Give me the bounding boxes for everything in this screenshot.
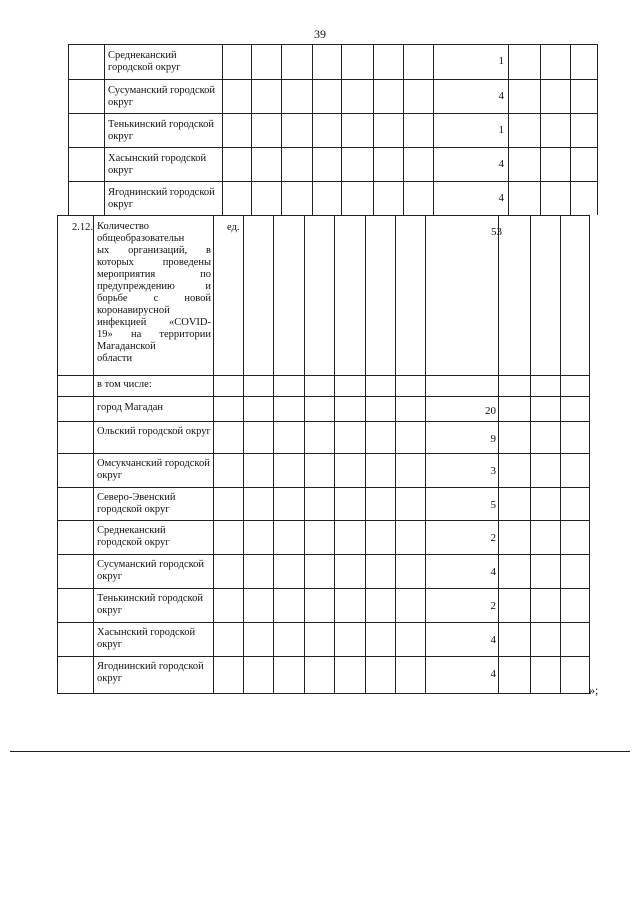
- table-cell: [251, 181, 281, 215]
- table-cell: [498, 375, 530, 396]
- table-cell: [540, 181, 570, 215]
- region-name: Северо-Эвенский городской округ: [97, 492, 176, 515]
- table-cell: [57, 588, 93, 622]
- table-cell: [304, 622, 334, 656]
- table-row: [0, 375, 640, 396]
- table-cell: [312, 79, 341, 113]
- table-cell: [273, 622, 304, 656]
- table-cell: [281, 113, 312, 147]
- table-cell: [57, 375, 93, 396]
- table-cell: [304, 375, 334, 396]
- table-cell: [498, 656, 530, 693]
- table-cell: [365, 554, 395, 588]
- table-cell: [498, 421, 530, 453]
- table-cell: [560, 520, 590, 554]
- table-cell: [395, 453, 425, 487]
- table-cell: [530, 215, 560, 375]
- table-cell: [334, 487, 365, 520]
- table-cell: [508, 44, 540, 79]
- table-cell: [498, 396, 530, 421]
- table-cell: [540, 113, 570, 147]
- table-cell: [57, 215, 93, 375]
- region-name: Тенькинский городской округ: [108, 119, 214, 142]
- table-cell: [213, 554, 243, 588]
- row-value: 4: [498, 192, 504, 204]
- row-value: 9: [490, 433, 496, 445]
- table-cell: [213, 453, 243, 487]
- table-cell: [57, 396, 93, 421]
- table-cell: [213, 396, 243, 421]
- table-cell: [334, 520, 365, 554]
- table-cell: [304, 554, 334, 588]
- description-line: коронавирусной: [97, 305, 170, 316]
- region-name: Хасынский городской округ: [108, 153, 207, 176]
- table-cell: [243, 487, 273, 520]
- table-cell: [341, 44, 373, 79]
- table-cell: [373, 147, 403, 181]
- table-cell: [530, 375, 560, 396]
- table-cell: [334, 421, 365, 453]
- table-cell: [334, 453, 365, 487]
- table-cell: [540, 79, 570, 113]
- table-cell: [273, 453, 304, 487]
- table-cell: [530, 656, 560, 693]
- region-name: Ольский городской округ: [97, 426, 211, 437]
- including-label: в том числе:: [97, 379, 152, 390]
- row-value: 4: [498, 90, 504, 102]
- table-cell: [365, 375, 395, 396]
- table-cell: [508, 181, 540, 215]
- table-cell: [341, 181, 373, 215]
- table-cell: [530, 554, 560, 588]
- table-cell: [304, 588, 334, 622]
- description-line: которых проведены: [97, 257, 211, 268]
- table-cell: [213, 656, 243, 693]
- table-cell: [498, 520, 530, 554]
- table-cell: [273, 554, 304, 588]
- description-line: Магаданской: [97, 341, 156, 352]
- table-cell: [222, 147, 251, 181]
- description-line: области: [97, 353, 133, 364]
- table-cell: [365, 215, 395, 375]
- table-cell: [281, 79, 312, 113]
- table-cell: [365, 520, 395, 554]
- table-cell: [243, 215, 273, 375]
- row-value: 4: [490, 634, 496, 646]
- table-cell: [243, 622, 273, 656]
- table-cell: [425, 215, 498, 375]
- row-value: 1: [498, 55, 504, 67]
- region-name: Ягоднинский городской округ: [97, 661, 204, 684]
- table-cell: [395, 487, 425, 520]
- region-name: Сусуманский городской округ: [97, 559, 205, 582]
- item-number: 2.12.: [72, 222, 93, 233]
- description-line: предупреждению и: [97, 281, 211, 292]
- table-cell: [213, 520, 243, 554]
- table-cell: [222, 181, 251, 215]
- table-cell: [508, 147, 540, 181]
- table-cell: [273, 396, 304, 421]
- table-cell: [403, 79, 433, 113]
- table-cell: [403, 147, 433, 181]
- table-row: [0, 215, 640, 375]
- table-row: [0, 396, 640, 421]
- region-name: Среднеканский городской округ: [108, 50, 181, 73]
- table-cell: [213, 375, 243, 396]
- table-cell: [273, 588, 304, 622]
- table-cell: [560, 215, 590, 375]
- table-cell: [560, 656, 590, 693]
- table-cell: [273, 487, 304, 520]
- table-cell: [365, 421, 395, 453]
- table-cell: [243, 656, 273, 693]
- table-row: [0, 520, 640, 554]
- table-cell: [395, 215, 425, 375]
- table-cell: [560, 622, 590, 656]
- table-cell: [273, 421, 304, 453]
- region-name: город Магадан: [97, 402, 164, 413]
- table-cell: [395, 520, 425, 554]
- table-cell: [273, 375, 304, 396]
- table-cell: [365, 396, 395, 421]
- table-cell: [304, 656, 334, 693]
- region-name: Среднеканский городской округ: [97, 525, 170, 548]
- table-cell: [312, 44, 341, 79]
- region-name: Ягоднинский городской округ: [108, 187, 215, 210]
- table-cell: [57, 622, 93, 656]
- table-row: [0, 487, 640, 520]
- table-cell: [498, 487, 530, 520]
- table-cell: [273, 656, 304, 693]
- row-value: 2: [490, 532, 496, 544]
- table-cell: [498, 554, 530, 588]
- table-cell: [560, 375, 590, 396]
- table-cell: [560, 554, 590, 588]
- table-cell: [334, 656, 365, 693]
- region-name: Омсукчанский городской округ: [97, 458, 210, 481]
- table-cell: [498, 453, 530, 487]
- table-cell: [530, 487, 560, 520]
- table-cell: [365, 588, 395, 622]
- table-cell: [251, 79, 281, 113]
- table-cell: [334, 622, 365, 656]
- table-cell: [365, 487, 395, 520]
- table-row: [0, 554, 640, 588]
- table-cell: [570, 147, 598, 181]
- table-cell: [213, 421, 243, 453]
- table-cell: [373, 79, 403, 113]
- table-cell: [304, 215, 334, 375]
- table-cell: [222, 44, 251, 79]
- description-line: ых организаций, в: [97, 245, 211, 256]
- table-cell: [243, 588, 273, 622]
- table-cell: [243, 554, 273, 588]
- table-cell: [530, 396, 560, 421]
- table-cell: [425, 375, 498, 396]
- table-cell: [57, 453, 93, 487]
- table-cell: [57, 487, 93, 520]
- row-value: 4: [498, 158, 504, 170]
- table-cell: [373, 44, 403, 79]
- description-line: борьбе с новой: [97, 293, 211, 304]
- table-cell: [334, 396, 365, 421]
- region-name: Тенькинский городской округ: [97, 593, 203, 616]
- table-cell: [57, 554, 93, 588]
- table-cell: [540, 147, 570, 181]
- table-cell: [304, 396, 334, 421]
- table-row: [0, 656, 640, 693]
- table-cell: [251, 44, 281, 79]
- table-row: [0, 421, 640, 453]
- table-row: [0, 147, 640, 181]
- table-cell: [570, 79, 598, 113]
- table-cell: [365, 622, 395, 656]
- table-cell: [530, 453, 560, 487]
- table-cell: [373, 181, 403, 215]
- table-cell: [530, 421, 560, 453]
- table-cell: [304, 520, 334, 554]
- table-cell: [395, 588, 425, 622]
- table-cell: [395, 656, 425, 693]
- table-cell: [395, 375, 425, 396]
- row-value: 20: [485, 405, 496, 417]
- table-row: [0, 79, 640, 113]
- table-cell: [540, 44, 570, 79]
- table-cell: [498, 588, 530, 622]
- table-cell: [304, 487, 334, 520]
- description-line: общеобразовательн: [97, 233, 185, 244]
- table-cell: [243, 421, 273, 453]
- table-row: [0, 181, 640, 215]
- table-cell: [570, 113, 598, 147]
- table-row: [0, 588, 640, 622]
- table-cell: [508, 113, 540, 147]
- table-cell: [281, 44, 312, 79]
- closing-quote: »;: [589, 683, 599, 697]
- table-cell: [68, 44, 104, 79]
- table-cell: [508, 79, 540, 113]
- table-cell: [403, 181, 433, 215]
- description-line: инфекцией «COVID-: [97, 317, 211, 328]
- row-value: 5: [490, 499, 496, 511]
- table-cell: [373, 113, 403, 147]
- table-cell: [213, 622, 243, 656]
- table-cell: [365, 453, 395, 487]
- table-cell: [243, 520, 273, 554]
- region-name: Хасынский городской округ: [97, 627, 196, 650]
- region-name: Сусуманский городской округ: [108, 85, 216, 108]
- description-line: Количество: [97, 221, 150, 232]
- table-cell: [341, 79, 373, 113]
- table-cell: [403, 44, 433, 79]
- table-cell: [560, 421, 590, 453]
- row-value: 1: [498, 124, 504, 136]
- table-cell: [281, 147, 312, 181]
- table-cell: [68, 181, 104, 215]
- table-cell: [560, 396, 590, 421]
- table-cell: [334, 588, 365, 622]
- table-cell: [57, 421, 93, 453]
- table-cell: [243, 396, 273, 421]
- table-cell: [312, 113, 341, 147]
- table-cell: [530, 588, 560, 622]
- table-cell: [251, 147, 281, 181]
- table-bottom-border: [57, 693, 591, 694]
- table-cell: [312, 181, 341, 215]
- row-value: 3: [490, 465, 496, 477]
- table-cell: [395, 421, 425, 453]
- table-cell: [365, 656, 395, 693]
- table-cell: [251, 113, 281, 147]
- table-cell: [498, 622, 530, 656]
- table-cell: [222, 113, 251, 147]
- table-cell: [304, 453, 334, 487]
- table-cell: [570, 181, 598, 215]
- table-cell: [68, 79, 104, 113]
- row-value: 2: [490, 600, 496, 612]
- table-cell: [395, 622, 425, 656]
- table-cell: [281, 181, 312, 215]
- table-cell: [334, 215, 365, 375]
- table-cell: [560, 588, 590, 622]
- table-cell: [403, 113, 433, 147]
- table-cell: [213, 588, 243, 622]
- item-unit: ед.: [227, 222, 240, 233]
- table-cell: [213, 215, 243, 375]
- table-cell: [222, 79, 251, 113]
- table-cell: [334, 375, 365, 396]
- table-cell: [273, 215, 304, 375]
- table-cell: [273, 520, 304, 554]
- table-cell: [530, 520, 560, 554]
- table-cell: [334, 554, 365, 588]
- table-cell: [530, 622, 560, 656]
- table-cell: [304, 421, 334, 453]
- table-cell: [312, 147, 341, 181]
- table-row: [0, 44, 640, 79]
- description-line: 19» на территории: [97, 329, 211, 340]
- item-value: 53: [491, 226, 502, 238]
- table-cell: [243, 453, 273, 487]
- table-row: [0, 453, 640, 487]
- description-line: мероприятия по: [97, 269, 211, 280]
- table-cell: [560, 453, 590, 487]
- table-row: [0, 113, 640, 147]
- table-cell: [498, 215, 530, 375]
- table-cell: [341, 147, 373, 181]
- table-cell: [395, 554, 425, 588]
- row-value: 4: [490, 668, 496, 680]
- table-cell: [243, 375, 273, 396]
- separator-line: [10, 751, 630, 752]
- table-cell: [57, 520, 93, 554]
- item-description: [97, 221, 211, 365]
- table-cell: [341, 113, 373, 147]
- table-cell: [213, 487, 243, 520]
- table-cell: [570, 44, 598, 79]
- table-cell: [560, 487, 590, 520]
- row-value: 4: [490, 566, 496, 578]
- table-cell: [68, 113, 104, 147]
- table-row: [0, 622, 640, 656]
- page-number: 39: [314, 27, 326, 41]
- table-cell: [57, 656, 93, 693]
- table-cell: [68, 147, 104, 181]
- table-cell: [395, 396, 425, 421]
